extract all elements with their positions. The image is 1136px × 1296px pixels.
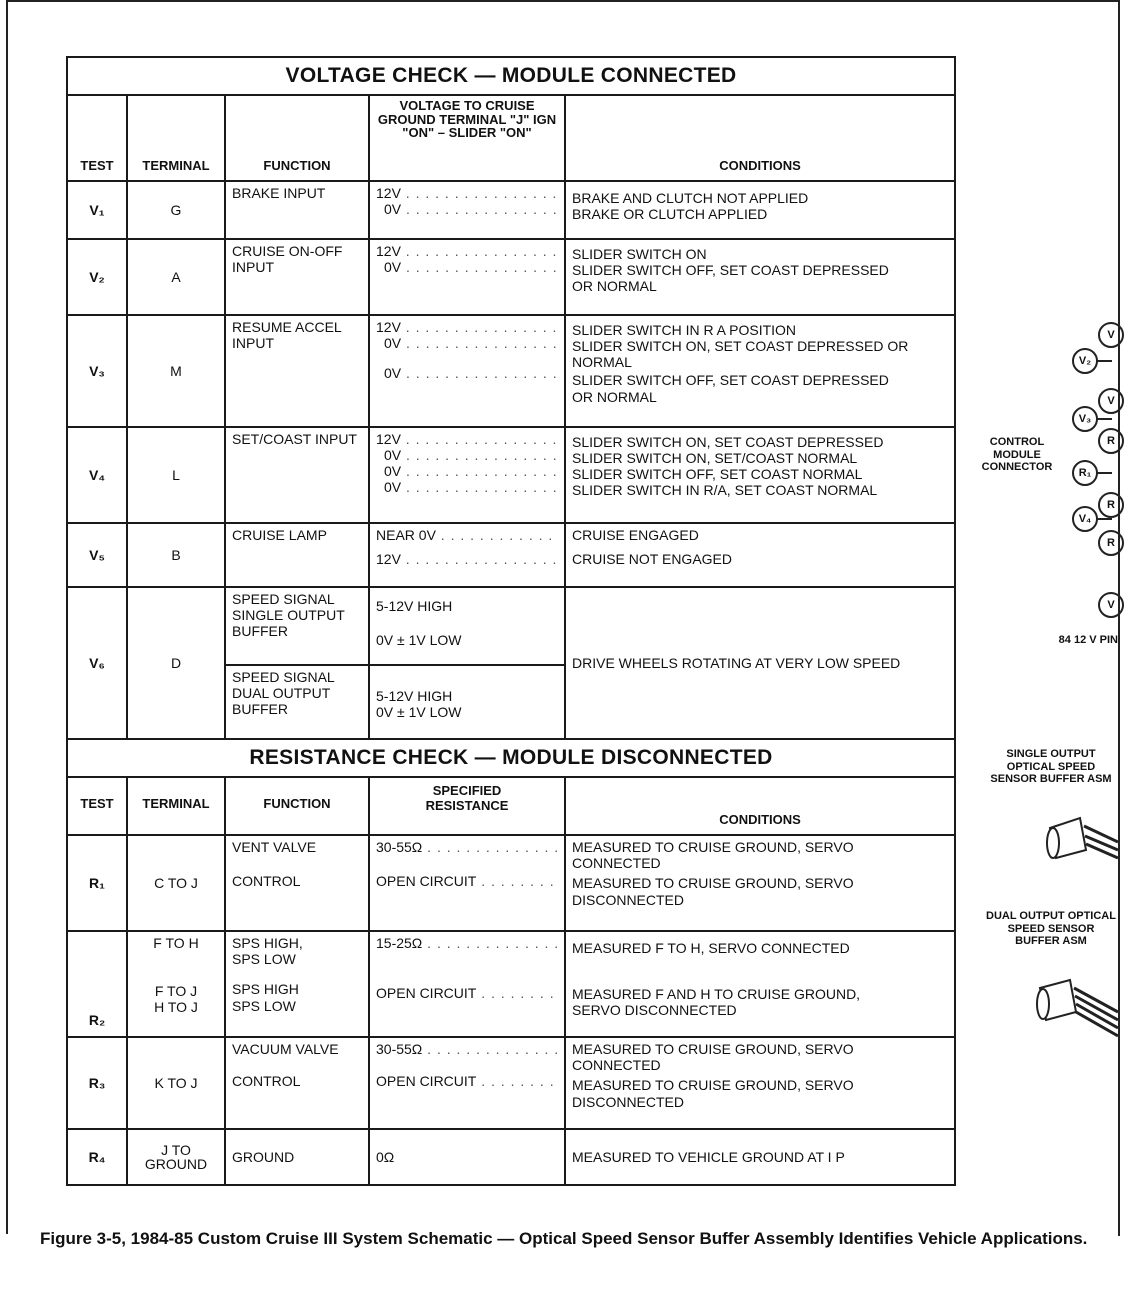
function: CONTROL <box>232 873 301 890</box>
function: RESUME ACCEL INPUT <box>225 315 369 427</box>
test-id: V₅ <box>67 523 127 587</box>
function: VENT VALVE <box>232 839 317 856</box>
resistance-values <box>369 931 565 1037</box>
pin-circle: R₁ <box>1072 460 1098 486</box>
voltage-value: 0V . . . <box>376 335 558 351</box>
function: SET/COAST INPUT <box>225 427 369 523</box>
pin-circle: R <box>1098 530 1124 556</box>
conditions <box>565 315 955 427</box>
resistance-header-conditions: CONDITIONS <box>565 777 955 835</box>
voltage-row-v1 <box>67 181 955 239</box>
terminal: K TO J <box>127 1037 225 1129</box>
voltage-row-v4 <box>67 427 955 523</box>
voltage-value: NEAR 0V . . . <box>376 527 558 543</box>
resistance-check-title: RESISTANCE CHECK — MODULE DISCONNECTED <box>67 739 955 777</box>
resistance-title-row <box>67 739 955 777</box>
conditions <box>565 181 955 239</box>
voltage-value: 12V . . . <box>376 185 558 201</box>
resistance-value: 30-55Ω . . . <box>376 839 558 855</box>
function-dual-buffer: SPEED SIGNAL DUAL OUTPUT BUFFER <box>225 665 369 739</box>
function-single-buffer: SPEED SIGNAL SINGLE OUTPUT BUFFER <box>225 587 369 665</box>
resistance-value: 0Ω <box>369 1129 565 1185</box>
condition: SLIDER SWITCH ON, SET COAST DEPRESSED OR NORMAL <box>572 338 909 371</box>
condition: SLIDER SWITCH IN R/A, SET COAST NORMAL <box>572 482 878 499</box>
voltage-value: 5-12V HIGH <box>376 598 453 615</box>
voltage-value: 0V ± 1V LOW <box>376 632 462 649</box>
resistance-values <box>369 1037 565 1129</box>
terminal: C TO J <box>127 835 225 931</box>
conditions <box>565 835 955 931</box>
condition: SLIDER SWITCH ON, SET COAST DEPRESSED <box>572 434 884 451</box>
resistance-value: 30-55Ω . . . <box>376 1041 558 1057</box>
voltage-value: 0V . . . <box>376 447 558 463</box>
voltage-values <box>369 523 565 587</box>
voltage-header-conditions: CONDITIONS <box>565 95 955 181</box>
condition: BRAKE AND CLUTCH NOT APPLIED <box>572 190 809 207</box>
voltage-value: 12V . . . <box>376 319 558 335</box>
terminal: B <box>127 523 225 587</box>
voltage-values <box>369 181 565 239</box>
pin-circle: V <box>1098 388 1124 414</box>
test-id: R₄ <box>67 1129 127 1185</box>
voltage-header-row <box>67 95 955 181</box>
functions <box>225 1037 369 1129</box>
conditions: MEASURED TO VEHICLE GROUND AT I P <box>565 1129 955 1185</box>
function: VACUUM VALVE <box>232 1041 339 1058</box>
voltage-header-test: TEST <box>67 95 127 181</box>
single-buffer-label: SINGLE OUTPUT OPTICAL SPEED SENSOR BUFFER ASM <box>990 748 1112 786</box>
condition: SLIDER SWITCH ON <box>572 246 707 263</box>
resistance-header-row <box>67 777 955 835</box>
voltage-values <box>369 665 565 739</box>
condition: BRAKE OR CLUTCH APPLIED <box>572 206 768 223</box>
voltage-values <box>369 427 565 523</box>
wire <box>1096 518 1112 520</box>
function: CONTROL <box>232 1073 301 1090</box>
resistance-header-test: TEST <box>67 777 127 835</box>
voltage-value: 12V . . . <box>376 243 558 259</box>
pin-circle: R <box>1098 492 1124 518</box>
terminal: F TO H <box>153 935 199 952</box>
test-id: V₂ <box>67 239 127 315</box>
test-id: V₆ <box>67 587 127 739</box>
test-id: R₁ <box>67 835 127 931</box>
resistance-header-function: FUNCTION <box>225 777 369 835</box>
voltage-value: 0V . . . <box>376 479 558 495</box>
voltage-value: 0V . . . <box>376 259 558 275</box>
voltage-values <box>369 315 565 427</box>
wire <box>1096 360 1112 362</box>
resistance-value: OPEN CIRCUIT . . . <box>376 985 558 1001</box>
resistance-values <box>369 835 565 931</box>
terminal: F TO J <box>154 983 198 1000</box>
condition: SLIDER SWITCH OFF, SET COAST DEPRESSED OR NORMAL <box>572 372 889 405</box>
voltage-header-terminal: TERMINAL <box>127 95 225 181</box>
test-id: R₂ <box>67 931 127 1037</box>
connector-label: CONTROL MODULE CONNECTOR <box>981 436 1053 474</box>
function: CRUISE ON-OFF INPUT <box>225 239 369 315</box>
function: SPS LOW <box>232 997 296 1014</box>
pin-circle: V₃ <box>1072 406 1098 432</box>
condition: MEASURED F AND H TO CRUISE GROUND, SERVO DISCONNECTED <box>572 986 861 1019</box>
conditions <box>565 1037 955 1129</box>
terminal: D <box>127 587 225 739</box>
function: GROUND <box>225 1129 369 1185</box>
voltage-value: 12V . . . <box>376 551 558 567</box>
voltage-header-function: FUNCTION <box>225 95 369 181</box>
wire <box>1096 418 1112 420</box>
condition: SLIDER SWITCH OFF, SET COAST NORMAL <box>572 466 863 483</box>
test-id: V₃ <box>67 315 127 427</box>
condition: CRUISE NOT ENGAGED <box>572 551 732 568</box>
function: SPS HIGH, SPS LOW <box>232 935 303 968</box>
voltage-title-row <box>67 57 955 95</box>
condition: MEASURED TO CRUISE GROUND, SERVO DISCONNECTED <box>572 875 854 908</box>
test-id: V₁ <box>67 181 127 239</box>
resistance-value: 15-25Ω . . . <box>376 935 558 951</box>
terminal: J TO GROUND <box>127 1129 225 1185</box>
voltage-value: 12V . . . <box>376 431 558 447</box>
pin-circle: V <box>1098 322 1124 348</box>
function: SPS HIGH <box>232 981 299 998</box>
condition: MEASURED TO CRUISE GROUND, SERVO CONNECTED <box>572 839 854 872</box>
conditions <box>565 523 955 587</box>
terminal: H TO J <box>154 999 198 1016</box>
functions <box>225 835 369 931</box>
voltage-value: 0V . . . <box>376 201 558 217</box>
voltage-row-v6-single <box>67 587 955 665</box>
dual-buffer-label: DUAL OUTPUT OPTICAL SPEED SENSOR BUFFER ASM <box>986 910 1116 948</box>
terminal: L <box>127 427 225 523</box>
pin-circle: V₂ <box>1072 348 1098 374</box>
resistance-value: OPEN CIRCUIT . . . <box>376 1073 558 1089</box>
conditions <box>565 931 955 1037</box>
voltage-value: 0V . . . <box>376 463 558 479</box>
test-id: V₄ <box>67 427 127 523</box>
resistance-value: OPEN CIRCUIT . . . <box>376 873 558 889</box>
conditions <box>565 427 955 523</box>
resistance-row-r4 <box>67 1129 955 1185</box>
condition: SLIDER SWITCH OFF, SET COAST DEPRESSED OR NORMAL <box>572 262 889 295</box>
single-buffer-sensor-icon <box>1040 806 1118 876</box>
wire <box>1096 472 1112 474</box>
voltage-value: 5-12V HIGH <box>376 688 453 705</box>
figure-caption: Figure 3-5, 1984-85 Custom Cruise III System Schematic — Optical Speed Sensor Buffer Assembly Identifies Vehicle Applications. <box>40 1229 1088 1248</box>
voltage-row-v2 <box>67 239 955 315</box>
functions <box>225 931 369 1037</box>
terminal: A <box>127 239 225 315</box>
test-id: R₃ <box>67 1037 127 1129</box>
voltage-value: 0V . . . <box>376 365 558 381</box>
pin-circle: R <box>1098 428 1124 454</box>
resistance-row-r1 <box>67 835 955 931</box>
resistance-header-resistance: SPECIFIED RESISTANCE <box>369 777 565 835</box>
resistance-row-r3 <box>67 1037 955 1129</box>
function: BRAKE INPUT <box>225 181 369 239</box>
pin-circle: V <box>1098 592 1124 618</box>
pin-note: 84 12 V PIN <box>1058 634 1118 646</box>
terminal: G <box>127 181 225 239</box>
condition: SLIDER SWITCH IN R A POSITION <box>572 322 797 339</box>
conditions: DRIVE WHEELS ROTATING AT VERY LOW SPEED <box>565 587 955 739</box>
voltage-header-voltage: VOLTAGE TO CRUISE GROUND TERMINAL "J" IGN "ON" – SLIDER "ON" <box>369 95 565 181</box>
voltage-row-v5 <box>67 523 955 587</box>
conditions <box>565 239 955 315</box>
condition: SLIDER SWITCH ON, SET/COAST NORMAL <box>572 450 858 467</box>
voltage-values <box>369 239 565 315</box>
page-right-rule <box>1118 0 1120 1236</box>
resistance-row-r2 <box>67 931 955 1037</box>
check-table <box>66 56 956 1186</box>
voltage-values <box>369 587 565 665</box>
function: CRUISE LAMP <box>225 523 369 587</box>
pin-circle: V₄ <box>1072 506 1098 532</box>
terminals <box>127 931 225 1037</box>
dual-buffer-sensor-icon <box>1030 972 1118 1042</box>
voltage-row-v3 <box>67 315 955 427</box>
resistance-header-terminal: TERMINAL <box>127 777 225 835</box>
condition: MEASURED TO CRUISE GROUND, SERVO CONNECTED <box>572 1041 854 1074</box>
condition: MEASURED F TO H, SERVO CONNECTED <box>572 940 850 957</box>
voltage-check-title: VOLTAGE CHECK — MODULE CONNECTED <box>67 57 955 95</box>
terminal: M <box>127 315 225 427</box>
condition: MEASURED TO CRUISE GROUND, SERVO DISCONNECTED <box>572 1077 854 1110</box>
condition: CRUISE ENGAGED <box>572 527 699 544</box>
voltage-value: 0V ± 1V LOW <box>376 704 462 721</box>
